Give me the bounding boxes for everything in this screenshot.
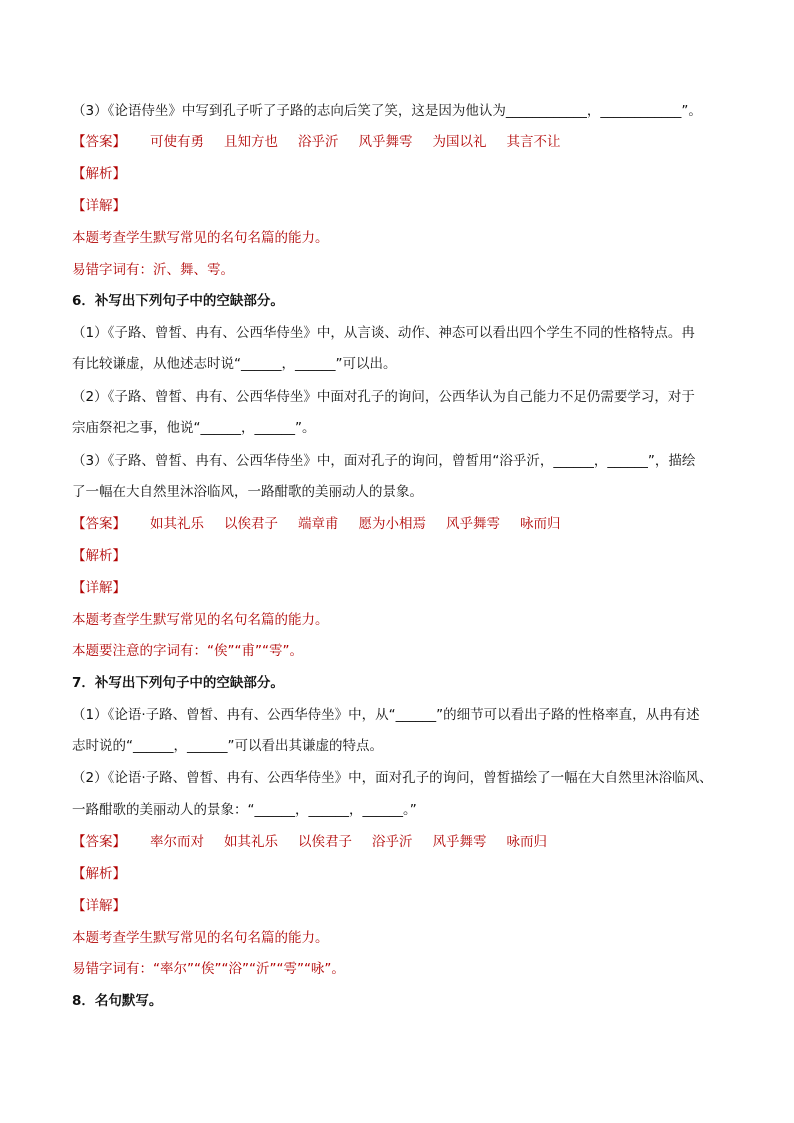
detail-text: 本题考查学生默写常见的名句名篇的能力。 [72, 230, 329, 246]
q6-sub3-line1: （3）《子路、曾皙、冉有、公西华侍坐》中，面对孔子的询问，曾皙用“浴乎沂，______，______”，描绘 [72, 453, 696, 469]
detail-label: 【详解】 [72, 898, 126, 914]
answer-item: 其言不让 [506, 134, 561, 150]
answer-item: 端章甫 [298, 516, 339, 532]
q5-sub3: （3）《论语侍坐》中写到孔子听了子路的志向后笑了笑，这是因为他认为____________，____________”。 [72, 103, 702, 119]
detail-label: 【详解】 [72, 580, 126, 596]
answer-item: 可使有勇 [150, 134, 204, 150]
question-6-title: 6．补写出下列句子中的空缺部分。 [72, 293, 284, 309]
q6-sub2-line2: 宗庙祭祀之事，他说“______，______”。 [72, 420, 316, 436]
q6-answer [72, 514, 734, 534]
question-7-title: 7．补写出下列句子中的空缺部分。 [72, 675, 284, 691]
analysis-label: 【解析】 [72, 548, 126, 564]
answer-item: 如其礼乐 [224, 834, 278, 850]
detail-text: 本题考查学生默写常见的名句名篇的能力。 [72, 930, 329, 946]
q6-sub1-line2: 有比较谦虚，从他述志时说“______，______”可以出。 [72, 356, 397, 372]
answer-item: 如其礼乐 [150, 516, 204, 532]
answer-item: 风乎舞雩 [358, 134, 413, 150]
analysis-label: 【解析】 [72, 166, 126, 182]
answer-item: 为国以礼 [432, 134, 487, 150]
question-8-title: 8．名句默写。 [72, 993, 163, 1009]
q6-sub2-line1: （2）《子路、曾皙、冉有、公西华侍坐》中面对孔子的询问，公西华认为自己能力不足仍需要学习，对于 [72, 389, 695, 405]
answer-item: 风乎舞雩 [446, 516, 500, 532]
answer-item: 咏而归 [520, 516, 561, 532]
answer-tag: 【答案】 [72, 834, 126, 850]
detail-label: 【详解】 [72, 198, 126, 214]
analysis-label: 【解析】 [72, 866, 126, 882]
answer-item: 风乎舞雩 [432, 834, 487, 850]
q6-sub3-line2: 了一幅在大自然里沐浴临风，一路酣歌的美丽动人的景象。 [72, 484, 423, 500]
detail-text: 易错字词有：沂、舞、雩。 [72, 262, 234, 278]
q7-sub2-line2: 一路酣歌的美丽动人的景象：“______，______，______。” [72, 802, 417, 818]
answer-item: 且知方也 [224, 134, 278, 150]
q7-sub1-line1: （1）《论语·子路、曾皙、冉有、公西华侍坐》中，从“______”的细节可以看出子路的性格率直，从冉有述 [72, 707, 700, 723]
answer-item: 愿为小相焉 [358, 516, 426, 532]
answer-item: 咏而归 [506, 834, 547, 850]
q7-answer [72, 832, 734, 852]
answer-item: 率尔而对 [150, 834, 204, 850]
q7-sub2-line1: （2）《论语·子路、曾皙、冉有、公西华侍坐》中，面对孔子的询问，曾皙描绘了一幅在大自然里沐浴临风、 [72, 770, 713, 786]
answer-item: 浴乎沂 [372, 834, 413, 850]
q5-answer [72, 132, 734, 152]
answer-item: 以俟君子 [224, 516, 278, 532]
answer-item: 以俟君子 [298, 834, 352, 850]
answer-tag: 【答案】 [72, 134, 126, 150]
detail-text: 本题要注意的字词有：“俟”“甫”“雩”。 [72, 643, 303, 659]
answer-tag: 【答案】 [72, 516, 126, 532]
q6-sub1-line1: （1）《子路、曾皙、冉有、公西华侍坐》中，从言谈、动作、神态可以看出四个学生不同的性格特点。冉 [72, 325, 695, 341]
detail-text: 易错字词有：“率尔”“俟”“浴”“沂”“雩”“咏”。 [72, 961, 345, 977]
answer-item: 浴乎沂 [298, 134, 339, 150]
q7-sub1-line2: 志时说的“______，______”可以看出其谦虚的特点。 [72, 738, 383, 754]
detail-text: 本题考查学生默写常见的名句名篇的能力。 [72, 612, 329, 628]
